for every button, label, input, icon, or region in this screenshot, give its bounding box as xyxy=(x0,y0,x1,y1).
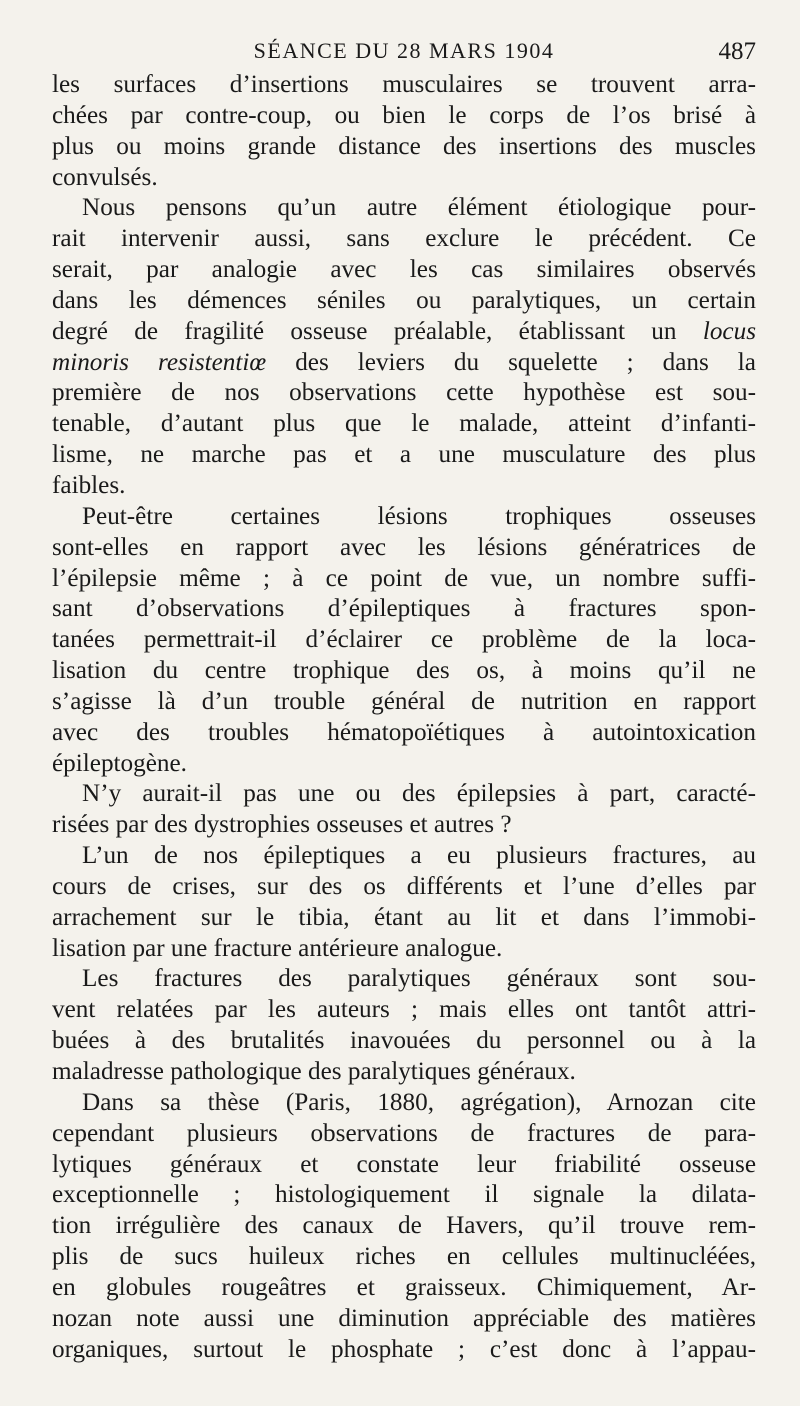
text-line: lisation du centre trophique des os, à moins qu’il ne xyxy=(52,657,756,685)
text-line: cours de crises, sur des os différents et l’une d’elles par xyxy=(52,872,756,900)
text-line: nozan note aussi une diminution appréciable des matières xyxy=(52,1304,756,1332)
text-line: s’agisse là d’un trouble général de nutrition en rapport xyxy=(52,687,756,715)
text-line: buées à des brutalités inavouées du personnel ou à la xyxy=(52,1027,756,1055)
text-line: plus ou moins grande distance des insertions des muscles xyxy=(52,132,756,160)
text-line: tanées permettrait-il d’éclairer ce problème de la loca- xyxy=(52,626,756,654)
text-line: plis de sucs huileux riches en cellules multinucléées, xyxy=(52,1243,756,1271)
text-line: lisation par une fracture antérieure analogue. xyxy=(52,934,503,962)
text-line: Dans sa thèse (Paris, 1880, agrégation), Arnozan cite xyxy=(82,1088,756,1116)
text-line: vent relatées par les auteurs ; mais elles ont tantôt attri- xyxy=(52,996,756,1024)
text-line: minoris resistentiœ des leviers du squelette ; dans la xyxy=(52,348,756,376)
text-line: degré de fragilité osseuse préalable, établissant un locus xyxy=(52,317,756,345)
text-line: les surfaces d’insertions musculaires se trouvent arra- xyxy=(52,71,756,98)
text-line: risées par des dystrophies osseuses et autres ? xyxy=(52,811,512,839)
text-line: tion irrégulière des canaux de Havers, qu’il trouve rem- xyxy=(52,1212,756,1240)
text-line: faibles. xyxy=(52,471,126,499)
text-line: épileptogène. xyxy=(52,749,187,777)
text-line: serait, par analogie avec les cas similaires observés xyxy=(52,256,756,284)
book-page xyxy=(52,30,756,1390)
text-line: l’épilepsie même ; à ce point de vue, un nombre suffi- xyxy=(52,564,756,592)
text-line: L’un de nos épileptiques a eu plusieurs fractures, au xyxy=(82,842,756,870)
text-line: chées par contre-coup, ou bien le corps de l’os brisé à xyxy=(52,101,756,129)
text-line: maladresse pathologique des paralytiques généraux. xyxy=(52,1058,576,1085)
text-line: lisme, ne marche pas et a une musculature des plus xyxy=(52,441,756,469)
running-title: SÉANCE DU 28 MARS 1904 xyxy=(253,38,555,63)
text-line: Nous pensons qu’un autre élément étiologique pour- xyxy=(82,194,756,222)
page-number: 487 xyxy=(718,38,756,65)
text-line: organiques, surtout le phosphate ; c’est donc à l’appau- xyxy=(52,1335,756,1363)
text-line: lytiques généraux et constate leur friabilité osseuse xyxy=(52,1150,756,1178)
text-line: Peut-être certaines lésions trophiques osseuses xyxy=(82,502,756,530)
text-line: dans les démences séniles ou paralytiques, un certain xyxy=(52,286,756,314)
text-line: rait intervenir aussi, sans exclure le précédent. Ce xyxy=(52,225,756,253)
text-line: N’y aurait-il pas une ou des épilepsies à part, caracté- xyxy=(82,780,756,808)
text-line: arrachement sur le tibia, étant au lit et dans l’immobi- xyxy=(52,903,756,931)
text-line: tenable, d’autant plus que le malade, atteint d’infanti- xyxy=(52,410,756,438)
text-line: en globules rougeâtres et graisseux. Chimiquement, Ar- xyxy=(52,1273,756,1301)
text-line: cependant plusieurs observations de fractures de para- xyxy=(52,1119,756,1147)
text-line: avec des troubles hématopoïétiques à autointoxication xyxy=(52,718,756,746)
text-line: Les fractures des paralytiques généraux sont sou- xyxy=(82,965,756,993)
text-line: exceptionnelle ; histologiquement il signale la dilata- xyxy=(52,1181,756,1209)
text-line: convulsés. xyxy=(52,163,158,191)
text-line: sont-elles en rapport avec les lésions génératrices de xyxy=(52,533,756,561)
body-text xyxy=(52,70,756,1365)
text-line: sant d’observations d’épileptiques à fractures spon- xyxy=(52,595,756,623)
text-line: première de nos observations cette hypothèse est sou- xyxy=(52,379,756,407)
page-header xyxy=(52,30,756,70)
